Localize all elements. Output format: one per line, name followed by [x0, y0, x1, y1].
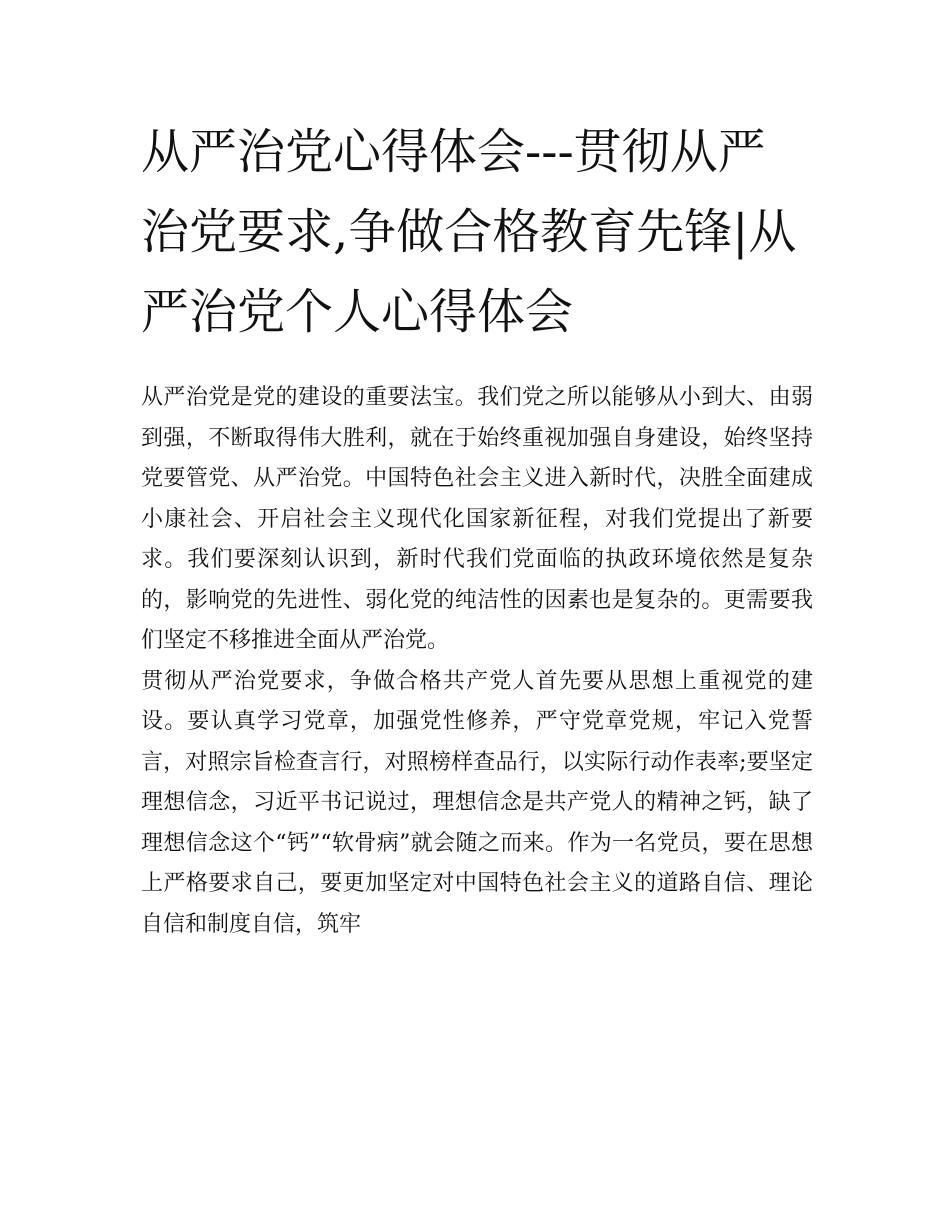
paragraph-2: 贯彻从严治党要求，争做合格共产党人首先要从思想上重视党的建设。要认真学习党章，加强党性修养，严守党章党规，牢记入党誓言，对照宗旨检查言行，对照榜样查品行，以实际行动作表率;要坚定理想信念，习近平书记说过，理想信念是共产党人的精神之钙，缺了理想信念这个“钙”“软骨病”就会随之而来。作为一名党员，要在思想上严格要求自己，要更加坚定对中国特色社会主义的道路自信、理论自信和制度自信，筑牢 [141, 668, 813, 937]
paragraph-1: 从严治党是党的建设的重要法宝。我们党之所以能够从小到大、由弱到强，不断取得伟大胜利，就在于始终重视加强自身建设，始终坚持党要管党、从严治党。中国特色社会主义进入新时代，决胜全面建成小康社会、开启社会主义现代化国家新征程，对我们党提出了新要求。我们要深刻认识到，新时代我们党面临的执政环境依然是复杂的，影响党的先进性、弱化党的纯洁性的因素也是复杂的。更需要我们坚定不移推进全面从严治党。 [141, 385, 813, 653]
document-body [141, 112, 813, 945]
paragraph-list [141, 378, 813, 945]
document-title: 从严治党心得体会---贯彻从严治党要求,争做合格教育先锋|从严治党个人心得体会 [141, 124, 797, 340]
